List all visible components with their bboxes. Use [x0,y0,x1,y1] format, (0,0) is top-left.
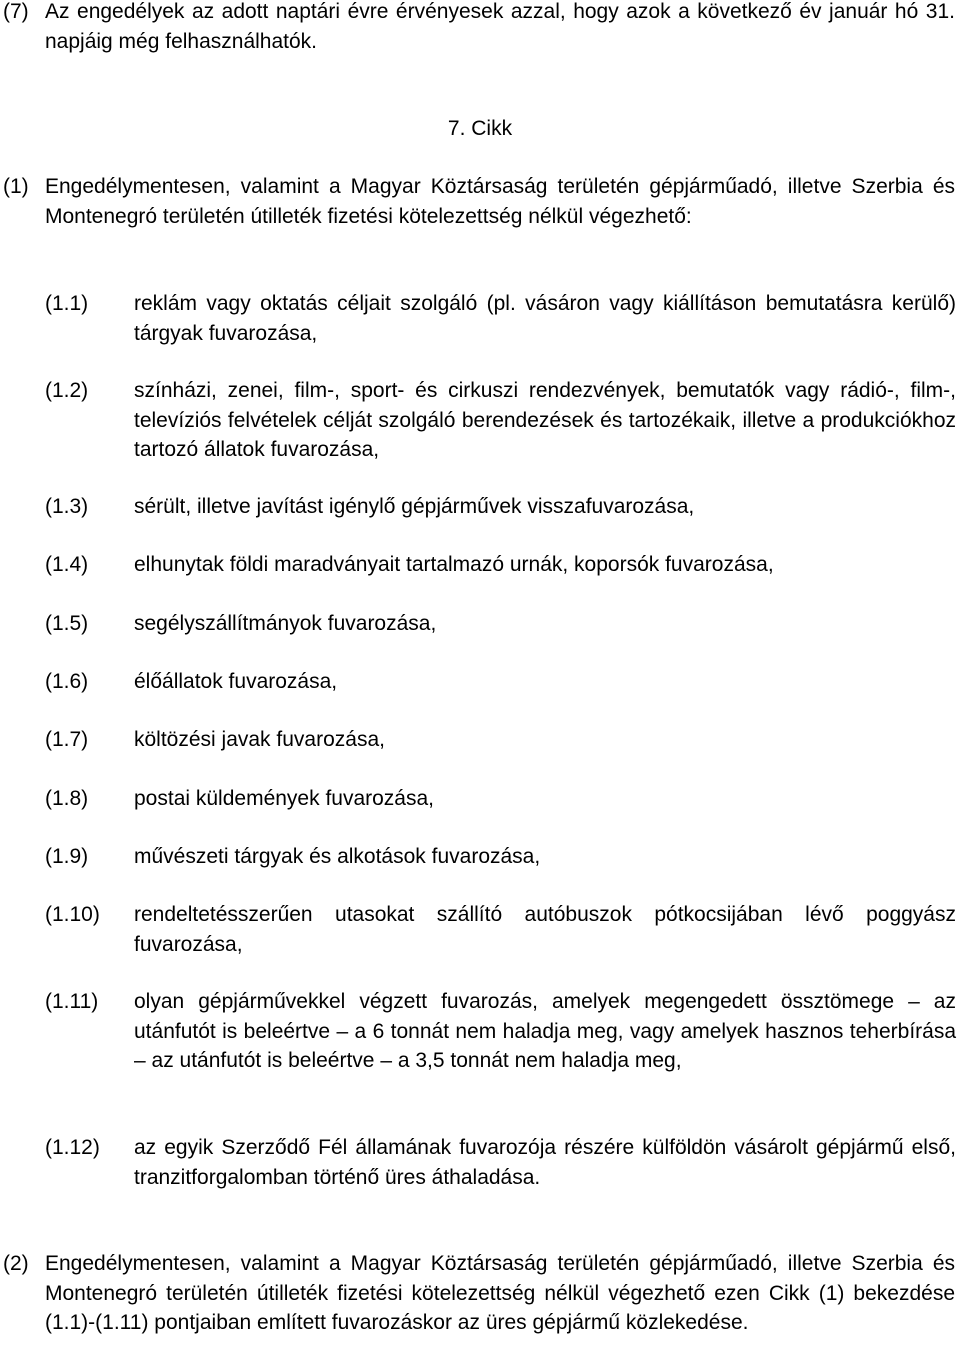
list-item [45,492,956,522]
item-number: (1.8) [45,787,89,810]
item-number: (1.3) [45,495,89,518]
list-item [45,376,956,465]
item-number: (1.10) [45,903,100,926]
item-number: (1.2) [45,379,89,402]
item-text: segélyszállítmányok fuvarozása, [134,612,437,635]
item-text: költözési javak fuvarozása, [134,728,385,751]
item-text: művészeti tárgyak és alkotások fuvarozása, [134,845,541,868]
paragraph-2 [3,1249,955,1338]
item-text: sérült, illetve javítást igénylő gépjárművek visszafuvarozása, [134,495,695,518]
item-text: postai küldemények fuvarozása, [134,787,434,810]
paragraph-7 [3,0,955,56]
list-item [45,900,956,959]
item-number: (1.12) [45,1136,100,1159]
item-number: (1.4) [45,553,89,576]
item-text: reklám vagy oktatás céljait szolgáló (pl. vásáron vagy kiállításon bemutatásra kerülő) tárgyak fuvarozása, [134,292,956,345]
paragraph-number: (1) [3,175,29,198]
paragraph-text: Az engedélyek az adott naptári évre érvényesek azzal, hogy azok a következő év január hó 31. napjáig még felhasználhatók. [45,0,955,53]
paragraph-number: (2) [3,1252,29,1275]
list-item [45,609,956,639]
item-text: színházi, zenei, film-, sport- és cirkuszi rendezvények, bemutatók vagy rádió-, film-, televíziós felvételek célját szolgáló berendezések és tartozékaik, illetve a produkciókhoz tartozó állatok fuvarozása, [134,379,956,461]
list-item [45,842,956,872]
item-number: (1.9) [45,845,89,868]
paragraph-number: (7) [3,0,29,23]
item-number: (1.6) [45,670,89,693]
item-number: (1.7) [45,728,89,751]
item-text: az egyik Szerződő Fél államának fuvarozója részére külföldön vásárolt gépjármű első, tranzitforgalomban történő üres áthaladása. [134,1136,956,1189]
paragraph-text: Engedélymentesen, valamint a Magyar Köztársaság területén gépjárműadó, illetve Szerbia és Montenegró területén útilleték fizetési kötelezettség nélkül végezhető: [45,175,955,228]
list-item [45,987,956,1076]
list-item [45,725,956,755]
list-item [45,784,956,814]
item-text: rendeltetésszerűen utasokat szállító autóbuszok pótkocsijában lévő poggyász fuvarozása, [134,903,956,956]
paragraph-1 [3,172,955,231]
list-item [45,1133,956,1192]
item-number: (1.11) [45,990,99,1013]
item-text: élőállatok fuvarozása, [134,670,338,693]
item-text: elhunytak földi maradványait tartalmazó urnák, koporsók fuvarozása, [134,553,774,576]
paragraph-text: Engedélymentesen, valamint a Magyar Köztársaság területén gépjárműadó, illetve Szerbia és Montenegró területén útilleték fizetési kötelezettség nélkül végezhető ezen Cikk (1) bekezdése (1.1)-(1.11) pontjaiban említett fuvarozáskor az üres gépjármű közlekedése. [45,1252,955,1334]
list-item [45,289,956,348]
item-number: (1.1) [45,292,89,315]
list-item [45,550,956,580]
article-heading: 7. Cikk [447,117,513,140]
item-number: (1.5) [45,612,89,635]
list-item [45,667,956,697]
item-text: olyan gépjárművekkel végzett fuvarozás, amelyek megengedett össztömege – az utánfutót is beleértve – a 6 tonnát nem haladja meg, vagy amelyek hasznos teherbírása – az utánfutót is beleértve – a 3,5 tonnát nem haladja meg, [134,990,956,1072]
